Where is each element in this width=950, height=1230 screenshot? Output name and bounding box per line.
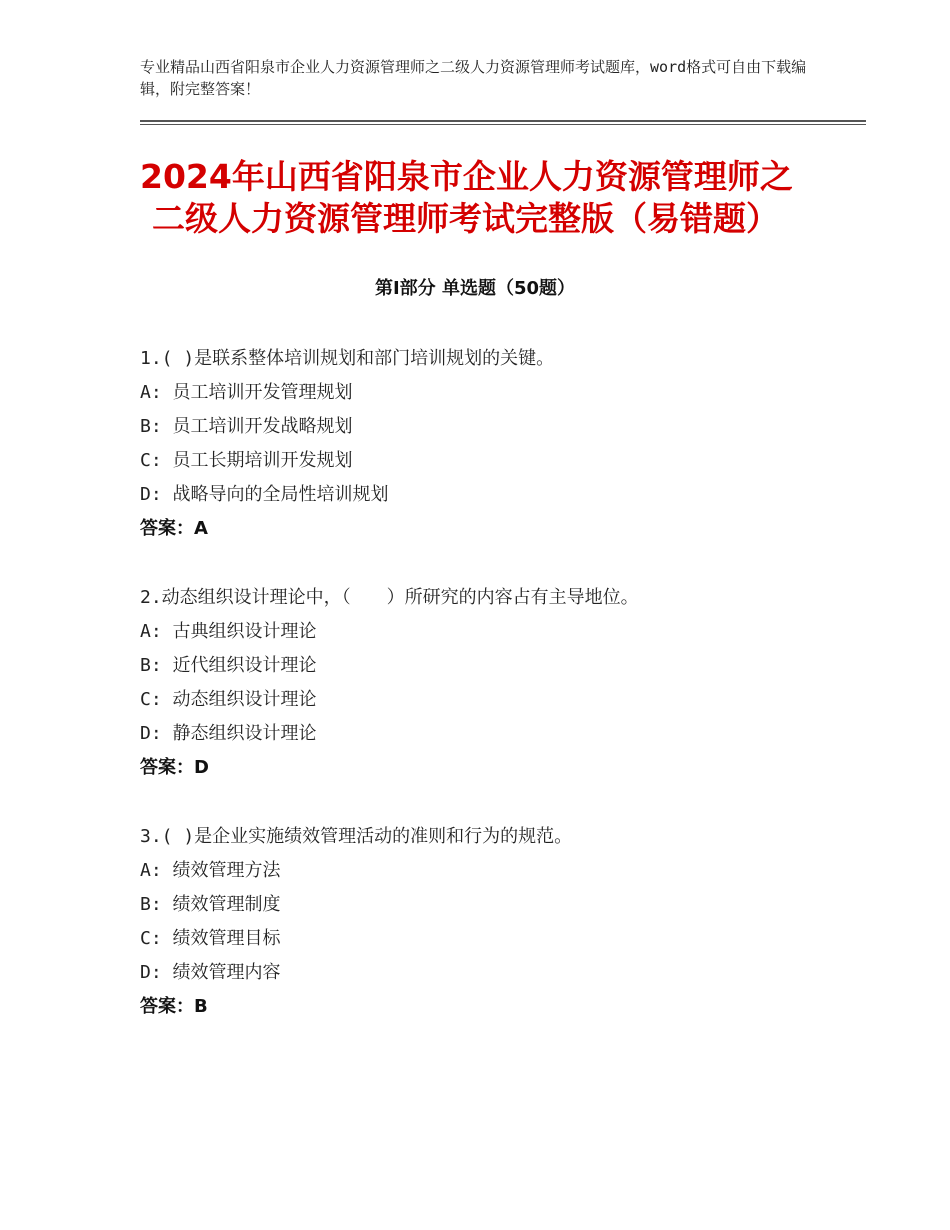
option-c: C: 动态组织设计理论 (140, 689, 317, 710)
option-b: B: 绩效管理制度 (140, 894, 281, 915)
option-a: A: 古典组织设计理论 (140, 621, 317, 642)
option-d: D: 战略导向的全局性培训规划 (140, 484, 389, 505)
question-stem: 2.动态组织设计理论中，（ ）所研究的内容占有主导地位。 (140, 587, 639, 608)
answer: 答案：B (140, 996, 208, 1017)
question-1 (140, 342, 860, 546)
option-a: A: 绩效管理方法 (140, 860, 281, 881)
answer: 答案：A (140, 518, 208, 539)
option-c: C: 绩效管理目标 (140, 928, 281, 949)
option-c: C: 员工长期培训开发规划 (140, 450, 353, 471)
question-list (140, 342, 860, 1059)
title-line-1: 2024年山西省阳泉市企业人力资源管理师之 (140, 157, 793, 196)
option-d: D: 静态组织设计理论 (140, 723, 317, 744)
section-title: 第Ⅰ部分 单选题（50题） (374, 278, 575, 299)
header-divider-thick (140, 120, 866, 122)
question-stem: 3.( )是企业实施绩效管理活动的准则和行为的规范。 (140, 826, 573, 847)
option-b: B: 员工培训开发战略规划 (140, 416, 353, 437)
option-b: B: 近代组织设计理论 (140, 655, 317, 676)
option-a: A: 员工培训开发管理规划 (140, 382, 353, 403)
question-stem: 1.( )是联系整体培训规划和部门培训规划的关键。 (140, 348, 555, 369)
title-line-2: 二级人力资源管理师考试完整版（易错题） (152, 199, 779, 238)
header-note: 专业精品山西省阳泉市企业人力资源管理师之二级人力资源管理师考试题库，word格式可自由下载编辑，附完整答案！ (140, 58, 807, 98)
option-d: D: 绩效管理内容 (140, 962, 281, 983)
question-2 (140, 581, 860, 785)
document-title (140, 156, 840, 240)
answer: 答案：D (140, 757, 209, 778)
question-3 (140, 820, 860, 1024)
header-divider-thin (140, 124, 866, 125)
